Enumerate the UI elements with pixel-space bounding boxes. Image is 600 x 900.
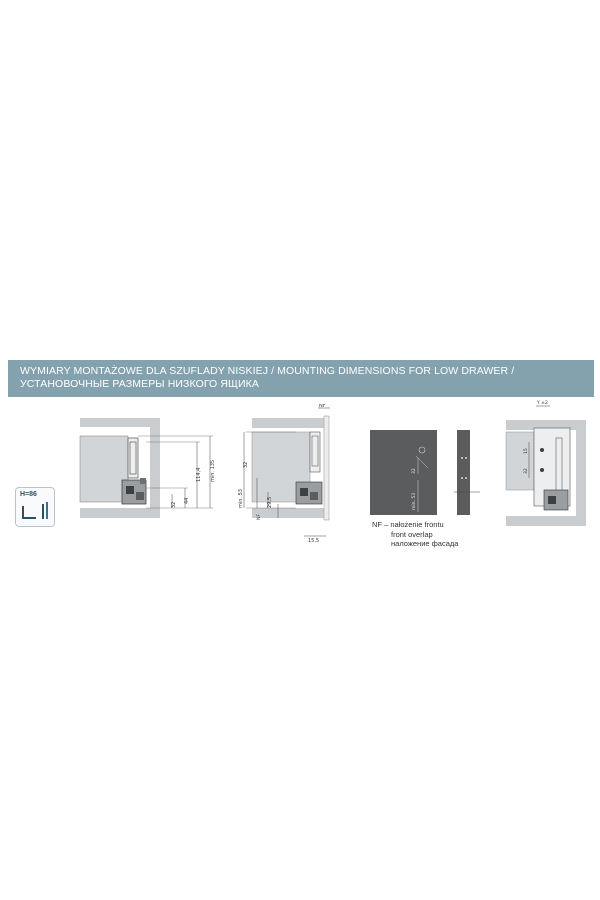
- header-line-1: WYMIARY MONTAŻOWE DLA SZUFLADY NISKIEJ / MOUNTING DIMENSIONS FOR LOW DRAWER /: [20, 365, 515, 377]
- dim-15: 15: [524, 448, 529, 454]
- dim-15-5: 15,5: [308, 538, 320, 544]
- dim-nf-side: NF: [257, 514, 262, 520]
- figure-side-section: [78, 412, 223, 532]
- dim-44: 44: [184, 497, 190, 504]
- overlap-section-drawing: [230, 404, 340, 544]
- drawer-height-badge: [15, 487, 55, 527]
- figure-panel-side: [452, 430, 482, 520]
- adjustment-view-drawing: [504, 398, 590, 538]
- figure-front-view: [370, 430, 440, 520]
- legend-line-3: наложение фасада: [391, 539, 459, 548]
- dim-min53: min. 53: [238, 489, 244, 508]
- dim-nf-top: NF: [319, 404, 326, 409]
- side-section-drawing: [78, 412, 223, 532]
- legend-line-1: NF – nałożenie frontu: [372, 520, 444, 529]
- dim-32: 32: [171, 501, 177, 508]
- figure-overlap-section: [230, 404, 340, 544]
- front-view-drawing: [370, 430, 440, 520]
- section-header: [8, 360, 594, 397]
- badge-label: H=86: [20, 491, 37, 498]
- dim-29-5: 29,5: [267, 496, 273, 508]
- panel-side-drawing: [452, 430, 482, 520]
- legend-line-2: front overlap: [391, 529, 433, 539]
- dim-y: Y ±2: [537, 401, 548, 406]
- figure-adjustment-view: [504, 398, 590, 538]
- dim-114: 114,4: [196, 467, 202, 482]
- header-line-2: УСТАНОВОЧНЫЕ РАЗМЕРЫ НИЗКОГО ЯЩИКА: [20, 378, 259, 390]
- dim-32: 32: [524, 468, 529, 474]
- low-drawer-icon: [16, 488, 56, 528]
- dim-32: 32: [243, 461, 249, 468]
- dim-32: 32: [412, 468, 417, 474]
- dim-min135: min. 135: [210, 459, 216, 482]
- dim-min53: min. 53: [412, 492, 417, 510]
- nf-legend: [372, 520, 458, 549]
